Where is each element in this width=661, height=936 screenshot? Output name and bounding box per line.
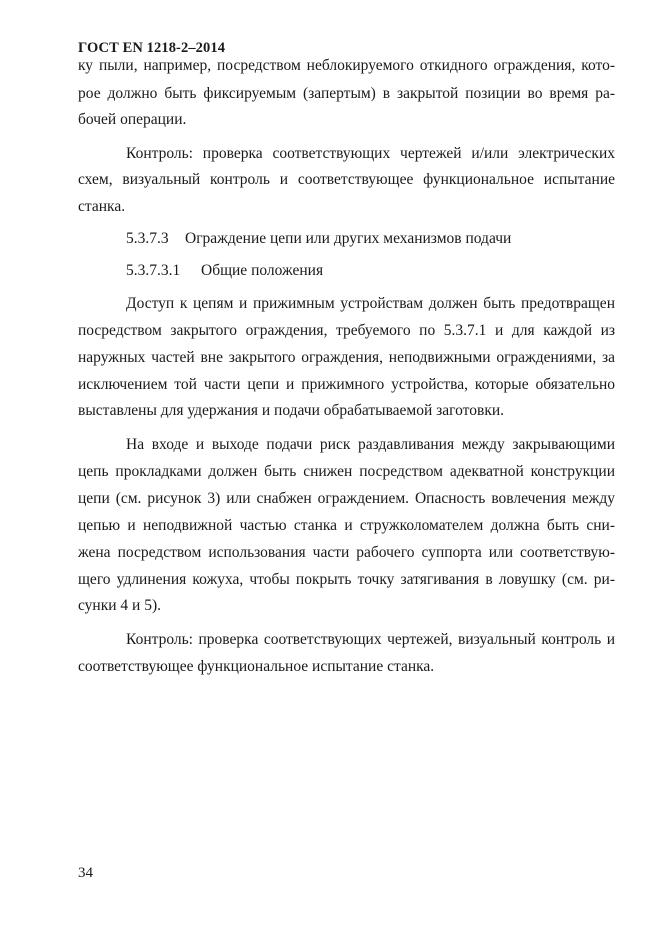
paragraph-line: Доступ к цепям и прижимным устройствам должен быть предотвращен [126, 295, 615, 312]
paragraph-line: На входе и выходе подачи риск раздавливания между закрывающими [126, 436, 615, 453]
paragraph-line: наружных частей вне закрытого ограждения, неподвижными ограждениями, за [78, 349, 615, 366]
paragraph-line: схем, визуальный контроль и соответствующее функциональное испытание [78, 171, 615, 188]
paragraph-line: ку пыли, например, посредством неблокируемого откидного ограждения, кото- [78, 57, 615, 74]
paragraph-line: Контроль: проверка соответствующих чертежей и/или электрических [126, 145, 615, 162]
subsection-number: 5.3.7.3.1 [126, 262, 181, 279]
paragraph-line: бочей операции. [78, 111, 187, 128]
document-header: ГОСТ EN 1218-2–2014 [78, 40, 226, 56]
paragraph-line: посредством закрытого ограждения, требуемого по 5.3.7.1 и для каждой из [78, 322, 615, 339]
page-number: 34 [78, 865, 93, 881]
paragraph-line: выставлены для удержания и подачи обрабатываемой заготовки. [78, 402, 505, 419]
paragraph-line: цепи (см. рисунок 3) или снабжен ограждением. Опасность вовлечения между [78, 490, 615, 507]
section-number: 5.3.7.3 [126, 230, 169, 247]
paragraph-line: сунки 4 и 5). [78, 597, 162, 614]
subsection-heading [126, 262, 615, 280]
paragraph-line: цепь прокладками должен быть снижен посредством адекватной конструкции [78, 463, 615, 480]
paragraph-line: станка. [78, 198, 126, 215]
subsection-title: Общие положения [201, 262, 324, 279]
paragraph-line: рое должно быть фиксируемым (запертым) в закрытой позиции во время ра- [78, 85, 615, 102]
paragraph-line: исключением той части цепи и прижимного устройства, которые обязательно [78, 376, 615, 393]
paragraph-line: Контроль: проверка соответствующих чертежей, визуальный контроль и [126, 631, 615, 648]
section-title: Ограждение цепи или других механизмов подачи [185, 230, 512, 247]
paragraph-line: щего удлинения кожуха, чтобы покрыть точку затягивания в ловушку (см. ри- [78, 571, 615, 588]
paragraph-line: жена посредством использования части рабочего суппорта или соответствую- [78, 544, 615, 561]
paragraph-line: цепью и неподвижной частью станка и стружколомателем должна быть сни- [78, 517, 615, 534]
paragraph-line: соответствующее функциональное испытание станка. [78, 658, 435, 675]
section-heading [126, 230, 615, 248]
